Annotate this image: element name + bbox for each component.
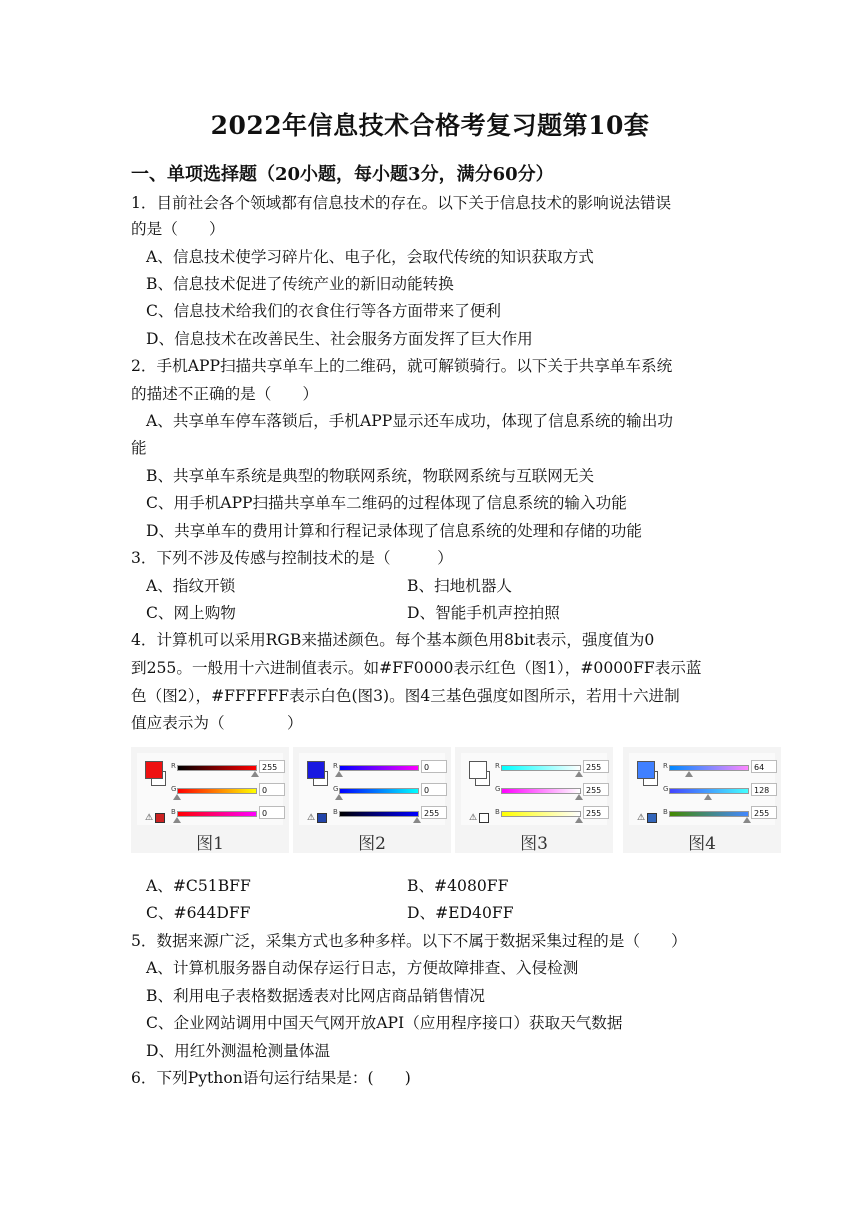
channel-value: 64 <box>751 760 777 773</box>
channel-label: G <box>333 785 339 793</box>
web-safe-color-swatch <box>479 813 489 823</box>
q4-stem-line2: 到255。一般用十六进制值表示。如#FF0000表示红色（图1），#0000FF表示蓝 <box>131 659 702 677</box>
q2-option-c: C、用手机APP扫描共享单车二维码的过程体现了信息系统的输入功能 <box>146 494 627 512</box>
q5-option-c: C、企业网站调用中国天气网开放API（应用程序接口）获取天气数据 <box>146 1014 623 1032</box>
q4-option-a: A、#C51BFF <box>146 877 251 895</box>
q2-option-a-line2: 能 <box>131 439 147 457</box>
channel-value: 255 <box>259 760 285 773</box>
channel-slider <box>177 811 257 817</box>
slider-thumb <box>685 771 693 777</box>
channel-label: G <box>171 785 177 793</box>
q1-option-a: A、信息技术使学习碎片化、电子化，会取代传统的知识获取方式 <box>146 248 594 266</box>
color-picker <box>629 753 775 825</box>
q2-option-b: B、共享单车系统是典型的物联网系统，物联网系统与互联网无关 <box>146 467 595 485</box>
slider-thumb <box>743 817 751 823</box>
foreground-color-swatch <box>469 761 487 779</box>
slider-thumb <box>575 794 583 800</box>
q4-stem-line3: 色（图2），#FFFFFF表示白色(图3)。图4三基色强度如图所示，若用十六进制 <box>131 687 680 705</box>
channel-slider <box>339 788 419 794</box>
channel-label: G <box>495 785 501 793</box>
web-safe-color-swatch <box>647 813 657 823</box>
foreground-color-swatch <box>145 761 163 779</box>
q5-option-d: D、用红外测温枪测量体温 <box>146 1042 331 1060</box>
slider-thumb <box>335 771 343 777</box>
q4-option-b: B、#4080FF <box>407 877 509 895</box>
page-title: 2022年信息技术合格考复习题第10套 <box>210 111 650 140</box>
slider-thumb <box>704 794 712 800</box>
q3-option-a: A、指纹开锁 <box>146 577 236 595</box>
color-picker <box>299 753 445 825</box>
warning-icon: ⚠ <box>469 813 478 823</box>
channel-value: 255 <box>421 806 447 819</box>
channel-slider <box>177 765 257 771</box>
channel-slider <box>177 788 257 794</box>
figure-1-panel <box>131 747 289 853</box>
channel-value: 128 <box>751 783 777 796</box>
q5-stem: 5．数据来源广泛，采集方式也多种多样。以下不属于数据采集过程的是（ ） <box>131 932 687 950</box>
channel-value: 0 <box>259 783 285 796</box>
q2-option-d: D、共享单车的费用计算和行程记录体现了信息系统的处理和存储的功能 <box>146 522 642 540</box>
channel-value: 255 <box>583 783 609 796</box>
channel-slider <box>339 811 419 817</box>
channel-label: R <box>495 762 500 770</box>
web-safe-color-swatch <box>317 813 327 823</box>
q4-option-d: D、#ED40FF <box>407 904 514 922</box>
channel-label: B <box>495 808 500 816</box>
web-safe-color-swatch <box>155 813 165 823</box>
channel-label: B <box>171 808 176 816</box>
q2-stem-line1: 2．手机APP扫描共享单车上的二维码，就可解锁骑行。以下关于共享单车系统 <box>131 357 673 375</box>
channel-value: 255 <box>583 806 609 819</box>
q1-option-b: B、信息技术促进了传统产业的新旧动能转换 <box>146 275 454 293</box>
channel-slider <box>339 765 419 771</box>
figure-4-panel <box>623 747 781 853</box>
section-heading: 一、单项选择题（20小题，每小题3分，满分60分） <box>131 164 554 185</box>
channel-label: R <box>171 762 176 770</box>
q4-stem-line1: 4．计算机可以采用RGB来描述颜色。每个基本颜色用8bit表示，强度值为0 <box>131 631 655 649</box>
channel-label: B <box>663 808 668 816</box>
channel-label: R <box>663 762 668 770</box>
color-picker <box>137 753 283 825</box>
figure-caption: 图1 <box>196 834 224 854</box>
q3-stem: 3．下列不涉及传感与控制技术的是（ ） <box>131 549 453 567</box>
channel-slider <box>669 765 749 771</box>
warning-icon: ⚠ <box>637 813 646 823</box>
figure-caption: 图2 <box>358 834 386 854</box>
q5-option-a: A、计算机服务器自动保存运行日志，方便故障排查、入侵检测 <box>146 959 579 977</box>
channel-label: B <box>333 808 338 816</box>
channel-value: 0 <box>421 783 447 796</box>
q1-stem-line1: 1．目前社会各个领域都有信息技术的存在。以下关于信息技术的影响说法错误 <box>131 194 672 212</box>
slider-thumb <box>575 817 583 823</box>
warning-icon: ⚠ <box>145 813 154 823</box>
slider-thumb <box>413 817 421 823</box>
slider-thumb <box>335 794 343 800</box>
color-picker-figures <box>131 747 807 853</box>
q6-stem: 6．下列Python语句运行结果是：( ) <box>131 1069 411 1087</box>
channel-slider <box>669 811 749 817</box>
channel-value: 0 <box>259 806 285 819</box>
color-picker <box>461 753 607 825</box>
channel-label: R <box>333 762 338 770</box>
channel-slider <box>501 811 581 817</box>
channel-slider <box>501 765 581 771</box>
channel-value: 0 <box>421 760 447 773</box>
foreground-color-swatch <box>637 761 655 779</box>
slider-thumb <box>173 794 181 800</box>
slider-thumb <box>173 817 181 823</box>
slider-thumb <box>251 771 259 777</box>
figure-3-panel <box>455 747 613 853</box>
channel-value: 255 <box>583 760 609 773</box>
q3-option-d: D、智能手机声控拍照 <box>407 604 560 622</box>
q1-option-d: D、信息技术在改善民生、社会服务方面发挥了巨大作用 <box>146 330 533 348</box>
q2-option-a-line1: A、共享单车停车落锁后，手机APP显示还车成功，体现了信息系统的输出功 <box>146 412 673 430</box>
q1-stem-line2: 的是（ ） <box>131 220 225 238</box>
q3-option-c: C、网上购物 <box>146 604 236 622</box>
q1-option-c: C、信息技术给我们的衣食住行等各方面带来了便利 <box>146 302 501 320</box>
channel-label: G <box>663 785 669 793</box>
q5-option-b: B、利用电子表格数据透表对比网店商品销售情况 <box>146 987 485 1005</box>
foreground-color-swatch <box>307 761 325 779</box>
q4-option-c: C、#644DFF <box>146 904 251 922</box>
figure-2-panel <box>293 747 451 853</box>
channel-value: 255 <box>751 806 777 819</box>
warning-icon: ⚠ <box>307 813 316 823</box>
channel-slider <box>501 788 581 794</box>
figure-caption: 图4 <box>688 834 716 854</box>
q3-option-b: B、扫地机器人 <box>407 577 513 595</box>
slider-thumb <box>575 771 583 777</box>
figure-caption: 图3 <box>520 834 548 854</box>
q2-stem-line2: 的描述不正确的是（ ） <box>131 385 319 403</box>
q4-stem-line4: 值应表示为（ ） <box>131 714 303 732</box>
